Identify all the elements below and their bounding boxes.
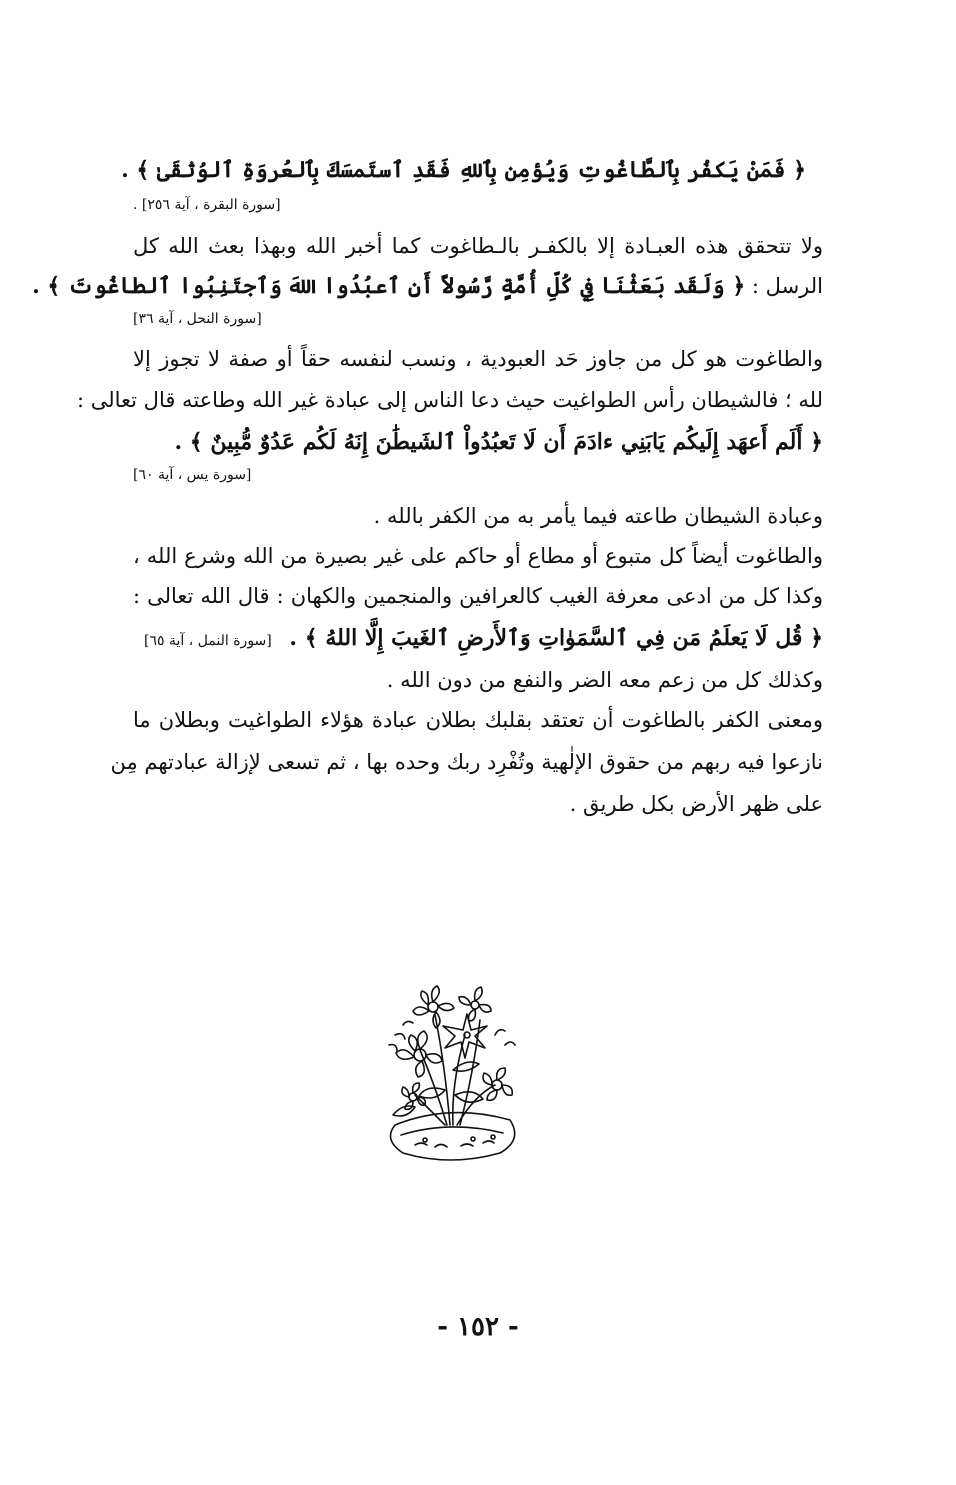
para1-prefix: الرسل : [751, 274, 823, 298]
verse-open-bracket: ﴿ [793, 157, 806, 183]
verse-close-bracket: ﴾ . [32, 273, 61, 299]
citation-naml: [سورة النمل ، آية ٦٥] [144, 633, 272, 649]
citation-baqarah: [سورة البقرة ، آية ٢٥٦] . [133, 197, 281, 213]
verse-open-bracket: ﴿ [810, 625, 823, 651]
para2-line2: لله ؛ فالشيطان رأس الطواغيت حيث دعا الناس إلى عبادة غير الله وطاعته قال تعالى : [76, 388, 823, 412]
citation-nahl: [سورة النحل ، آية ٣٦] [133, 311, 262, 327]
verse-baqarah-256 [121, 150, 806, 190]
page-number: - ١٥٢ - [437, 1312, 519, 1342]
para1-line1: ولا تتحقق هذه العبـادة إلا بالكفـر بالـطاغوت كما أخبر الله وبهذا بعث الله كل [133, 234, 823, 258]
para1-line2 [32, 266, 823, 306]
verse-close-bracket: ﴾ . [174, 429, 203, 455]
para4-line4: وكذلك كل من زعم معه الضر والنفع من دون الله . [386, 668, 823, 692]
verse-open-bracket: ﴿ [810, 429, 823, 455]
para2-line1: والطاغوت هو كل من جاوز حَد العبودية ، ونسب لنفسه حقاً أو صفة لا تجوز إلا [133, 347, 824, 371]
para5-line1: ومعنى الكفر بالطاغوت أن تعتقد بقلبك بطلان عبادة هؤلاء الطواغيت وبطلان ما [133, 708, 823, 732]
verse-naml-65 [133, 618, 823, 661]
verse-text: أَلَم أَعهَد إِلَيكُم يَابَنِي ءادَمَ أَن لَا تَعبُدُواْ ٱلشَيطَٰنَ إِنَهُ لَكُم عَدُوٌ مُّبِينٌ [210, 429, 803, 455]
verse-text: فَمَنْ يَكفُر بِٱلطَّاغُوتِ وَيُؤمِن بِٱللهِ فَقَدِ ٱستَمسَكَ بِٱلعُروَةِ ٱلوُثقَىٰ [156, 157, 786, 183]
verse-open-bracket: ﴿ [732, 273, 746, 299]
verse-yasin-60 [133, 422, 823, 462]
para4-line1: والطاغوت أيضاً كل متبوع أو مطاع أو حاكم على غير بصيرة من الله وشرع الله ، [133, 544, 823, 568]
flower-vase-icon [375, 975, 525, 1165]
verse-text: قُل لَا يَعلَمُ مَن فِي ٱلسَّمَوٰاتِ وَٱلأَرضِ ٱلغَيبَ إِلَّا اللهُ [325, 625, 803, 651]
citation-yasin: [سورة يس ، آية ٦٠] [133, 467, 252, 483]
para5-line3: على ظهر الأرض بكل طريق . [569, 792, 823, 816]
verse-close-bracket: ﴾ . [121, 157, 150, 183]
para5-line2: نازعوا فيه ربهم من حقوق الإلٰهية وتُفْرِد ربك وحده بها ، ثم تسعى لإزالة عبادتهم مِن [110, 750, 823, 774]
verse-close-bracket: ﴾ . [289, 625, 318, 651]
para3-line1: وعبادة الشيطان طاعته فيما يأمر به من الكفر بالله . [373, 504, 823, 528]
verse-nahl-36: وَلَقَد بَعَثْنَا فِي كُلِّ أُمَّةٍ رَّسُولاً أَنِ ٱعبُدُوا اللهَ وَٱجتَنِبُوا ٱلطاغُوتَ [68, 273, 725, 299]
para4-line2: وكذا كل من ادعى معرفة الغيب كالعرافين والمنجمين والكهان : قال الله تعالى : [133, 584, 823, 608]
